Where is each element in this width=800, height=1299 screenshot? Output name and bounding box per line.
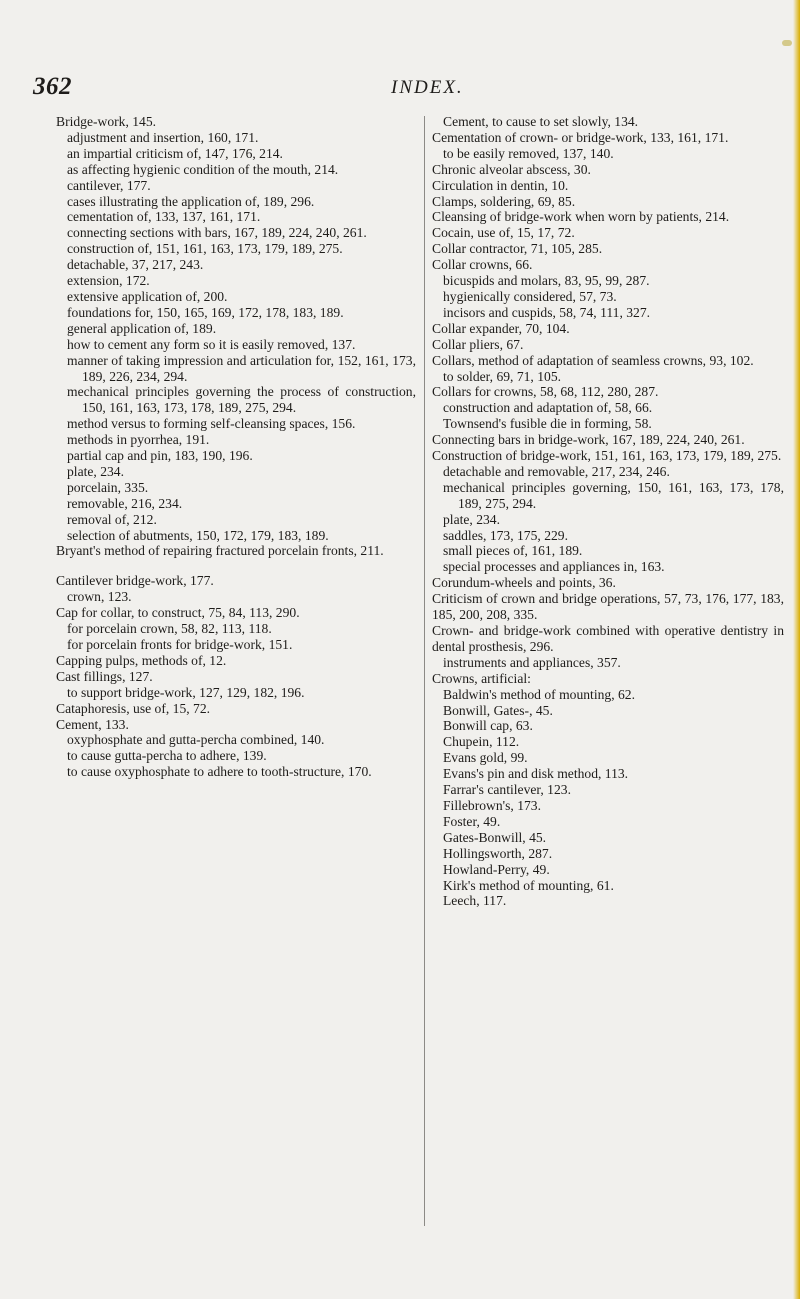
index-subentry: to cause oxyphosphate to adhere to tooth-structure, 170. — [67, 764, 372, 780]
index-subentry: adjustment and insertion, 160, 171. — [67, 129, 259, 145]
index-subentry: Townsend's fusible die in forming, 58. — [443, 416, 652, 432]
index-subentry: Howland-Perry, 49. — [443, 861, 550, 877]
index-entry: Construction of bridge-work, 151, 161, 163, 173, 179, 189, 275. — [432, 448, 782, 464]
index-subentry: an impartial criticism of, 147, 176, 214. — [67, 145, 283, 161]
index-subentry: Bonwill cap, 63. — [443, 718, 533, 734]
index-subentry: special processes and appliances in, 163. — [443, 559, 665, 575]
index-entry: Collar expander, 70, 104. — [432, 320, 570, 336]
index-subentry: Foster, 49. — [443, 813, 501, 829]
index-subentry: construction and adaptation of, 58, 66. — [443, 400, 653, 416]
index-subentry: Evans gold, 99. — [443, 750, 528, 766]
index-subentry: foundations for, 150, 165, 169, 172, 178, 183, 189. — [67, 304, 344, 320]
index-subentry: removal of, 212. — [67, 511, 157, 527]
index-subentry: general application of, 189. — [67, 320, 217, 336]
index-subentry: Kirk's method of mounting, 61. — [443, 877, 614, 893]
index-subentry: Bonwill, Gates-, 45. — [443, 702, 553, 718]
index-entry: Collars, method of adaptation of seamless crowns, 93, 102. — [432, 352, 754, 368]
index-column-right — [432, 114, 784, 909]
index-entry: Collar crowns, 66. — [432, 257, 533, 273]
index-subentry: plate, 234. — [67, 463, 125, 479]
index-subentry: plate, 234. — [443, 511, 501, 527]
index-column-left — [56, 114, 416, 780]
index-subentry: small pieces of, 161, 189. — [443, 543, 583, 559]
index-subentry: extension, 172. — [67, 273, 150, 289]
running-head: INDEX. — [391, 77, 464, 98]
index-entry: Cementation of crown- or bridge-work, 133, 161, 171. — [432, 129, 729, 145]
index-subentry: to be easily removed, 137, 140. — [443, 145, 614, 161]
index-subentry: methods in pyorrhea, 191. — [67, 432, 210, 448]
page-number: 362 — [33, 73, 72, 100]
index-subentry: Evans's pin and disk method, 113. — [443, 766, 629, 782]
index-entry: Cantilever bridge-work, 177. — [56, 573, 214, 589]
index-subentry: Cement, to cause to set slowly, 134. — [443, 114, 639, 129]
index-entry: Connecting bars in bridge-work, 167, 189, 224, 240, 261. — [432, 432, 745, 448]
index-subentry: mechanical principles governing, 150, 161, 163, 173, 178, 189, 275, 294. — [443, 479, 784, 511]
index-subentry: selection of abutments, 150, 172, 179, 183, 189. — [67, 527, 329, 543]
index-entry: Criticism of crown and bridge operations, 57, 73, 176, 177, 183, 185, 200, 208, 335. — [432, 591, 784, 623]
index-subentry: Hollingsworth, 287. — [443, 845, 553, 861]
index-entry: Cast fillings, 127. — [56, 668, 153, 684]
index-subentry: connecting sections with bars, 167, 189, 224, 240, 261. — [67, 225, 367, 241]
index-entry: Cap for collar, to construct, 75, 84, 113, 290. — [56, 605, 300, 621]
index-entry: Crowns, artificial: — [432, 670, 531, 686]
index-subentry: saddles, 173, 175, 229. — [443, 527, 568, 543]
index-subentry: cementation of, 133, 137, 161, 171. — [67, 209, 261, 225]
index-subentry: construction of, 151, 161, 163, 173, 179, 189, 275. — [67, 241, 343, 257]
column-divider — [424, 116, 425, 1226]
index-entry: Corundum-wheels and points, 36. — [432, 575, 616, 591]
index-subentry: as affecting hygienic condition of the mouth, 214. — [67, 161, 339, 177]
index-entry: Chronic alveolar abscess, 30. — [432, 161, 591, 177]
page-header — [0, 73, 800, 109]
index-subentry: Baldwin's method of mounting, 62. — [443, 686, 635, 702]
index-entry: Collar contractor, 71, 105, 285. — [432, 241, 603, 257]
index-subentry: to support bridge-work, 127, 129, 182, 196. — [67, 684, 305, 700]
index-subentry: for porcelain crown, 58, 82, 113, 118. — [67, 621, 272, 637]
index-subentry: incisors and cuspids, 58, 74, 111, 327. — [443, 304, 651, 320]
index-entry: Clamps, soldering, 69, 85. — [432, 193, 576, 209]
index-subentry: removable, 216, 234. — [67, 495, 183, 511]
index-subentry: manner of taking impression and articulation for, 152, 161, 173, 189, 226, 234, 294. — [67, 352, 416, 384]
index-subentry: partial cap and pin, 183, 190, 196. — [67, 448, 253, 464]
index-subentry: to solder, 69, 71, 105. — [443, 368, 562, 384]
index-subentry: Fillebrown's, 173. — [443, 797, 541, 813]
index-entry: Cleansing of bridge-work when worn by patients, 214. — [432, 209, 730, 225]
index-subentry: Gates-Bonwill, 45. — [443, 829, 547, 845]
index-subentry: instruments and appliances, 357. — [443, 654, 621, 670]
index-entry: Collars for crowns, 58, 68, 112, 280, 287. — [432, 384, 659, 400]
index-subentry: Leech, 117. — [443, 893, 507, 909]
index-entry: Capping pulps, methods of, 12. — [56, 652, 227, 668]
index-entry: Bridge-work, 145. — [56, 114, 157, 129]
index-subentry: for porcelain fronts for bridge-work, 151. — [67, 637, 293, 652]
index-subentry: bicuspids and molars, 83, 95, 99, 287. — [443, 273, 650, 289]
index-entry: Bryant's method of repairing fractured porcelain fronts, 211. — [56, 543, 384, 559]
index-subentry: Farrar's cantilever, 123. — [443, 782, 571, 798]
index-subentry: porcelain, 335. — [67, 479, 149, 495]
index-subentry: detachable, 37, 217, 243. — [67, 257, 204, 273]
scan-spot — [782, 40, 792, 46]
index-subentry: Chupein, 112. — [443, 734, 520, 750]
index-subentry: how to cement any form so it is easily removed, 137. — [67, 336, 356, 352]
index-entry: Collar pliers, 67. — [432, 336, 524, 352]
index-subentry: cantilever, 177. — [67, 177, 151, 193]
index-entry: Cataphoresis, use of, 15, 72. — [56, 700, 211, 716]
index-subentry: method versus to forming self-cleansing spaces, 156. — [67, 416, 356, 432]
index-subentry: cases illustrating the application of, 189, 296. — [67, 193, 315, 209]
page-edge-stain — [793, 0, 800, 1299]
index-subentry: to cause gutta-percha to adhere, 139. — [67, 748, 267, 764]
index-entry: Cement, 133. — [56, 716, 129, 732]
index-subentry: detachable and removable, 217, 234, 246. — [443, 463, 670, 479]
index-entry: Crown- and bridge-work combined with operative dentistry in dental prosthesis, 296. — [432, 623, 784, 654]
index-subentry: hygienically considered, 57, 73. — [443, 288, 617, 304]
index-subentry: oxyphosphate and gutta-percha combined, 140. — [67, 732, 325, 748]
index-subentry: crown, 123. — [67, 589, 132, 605]
index-subentry: extensive application of, 200. — [67, 288, 228, 304]
index-entry: Circulation in dentin, 10. — [432, 177, 569, 193]
index-entry: Cocain, use of, 15, 17, 72. — [432, 225, 575, 241]
index-subentry: mechanical principles governing the process of construction, 150, 161, 163, 173, 178, 189, 275, 294. — [67, 384, 416, 416]
